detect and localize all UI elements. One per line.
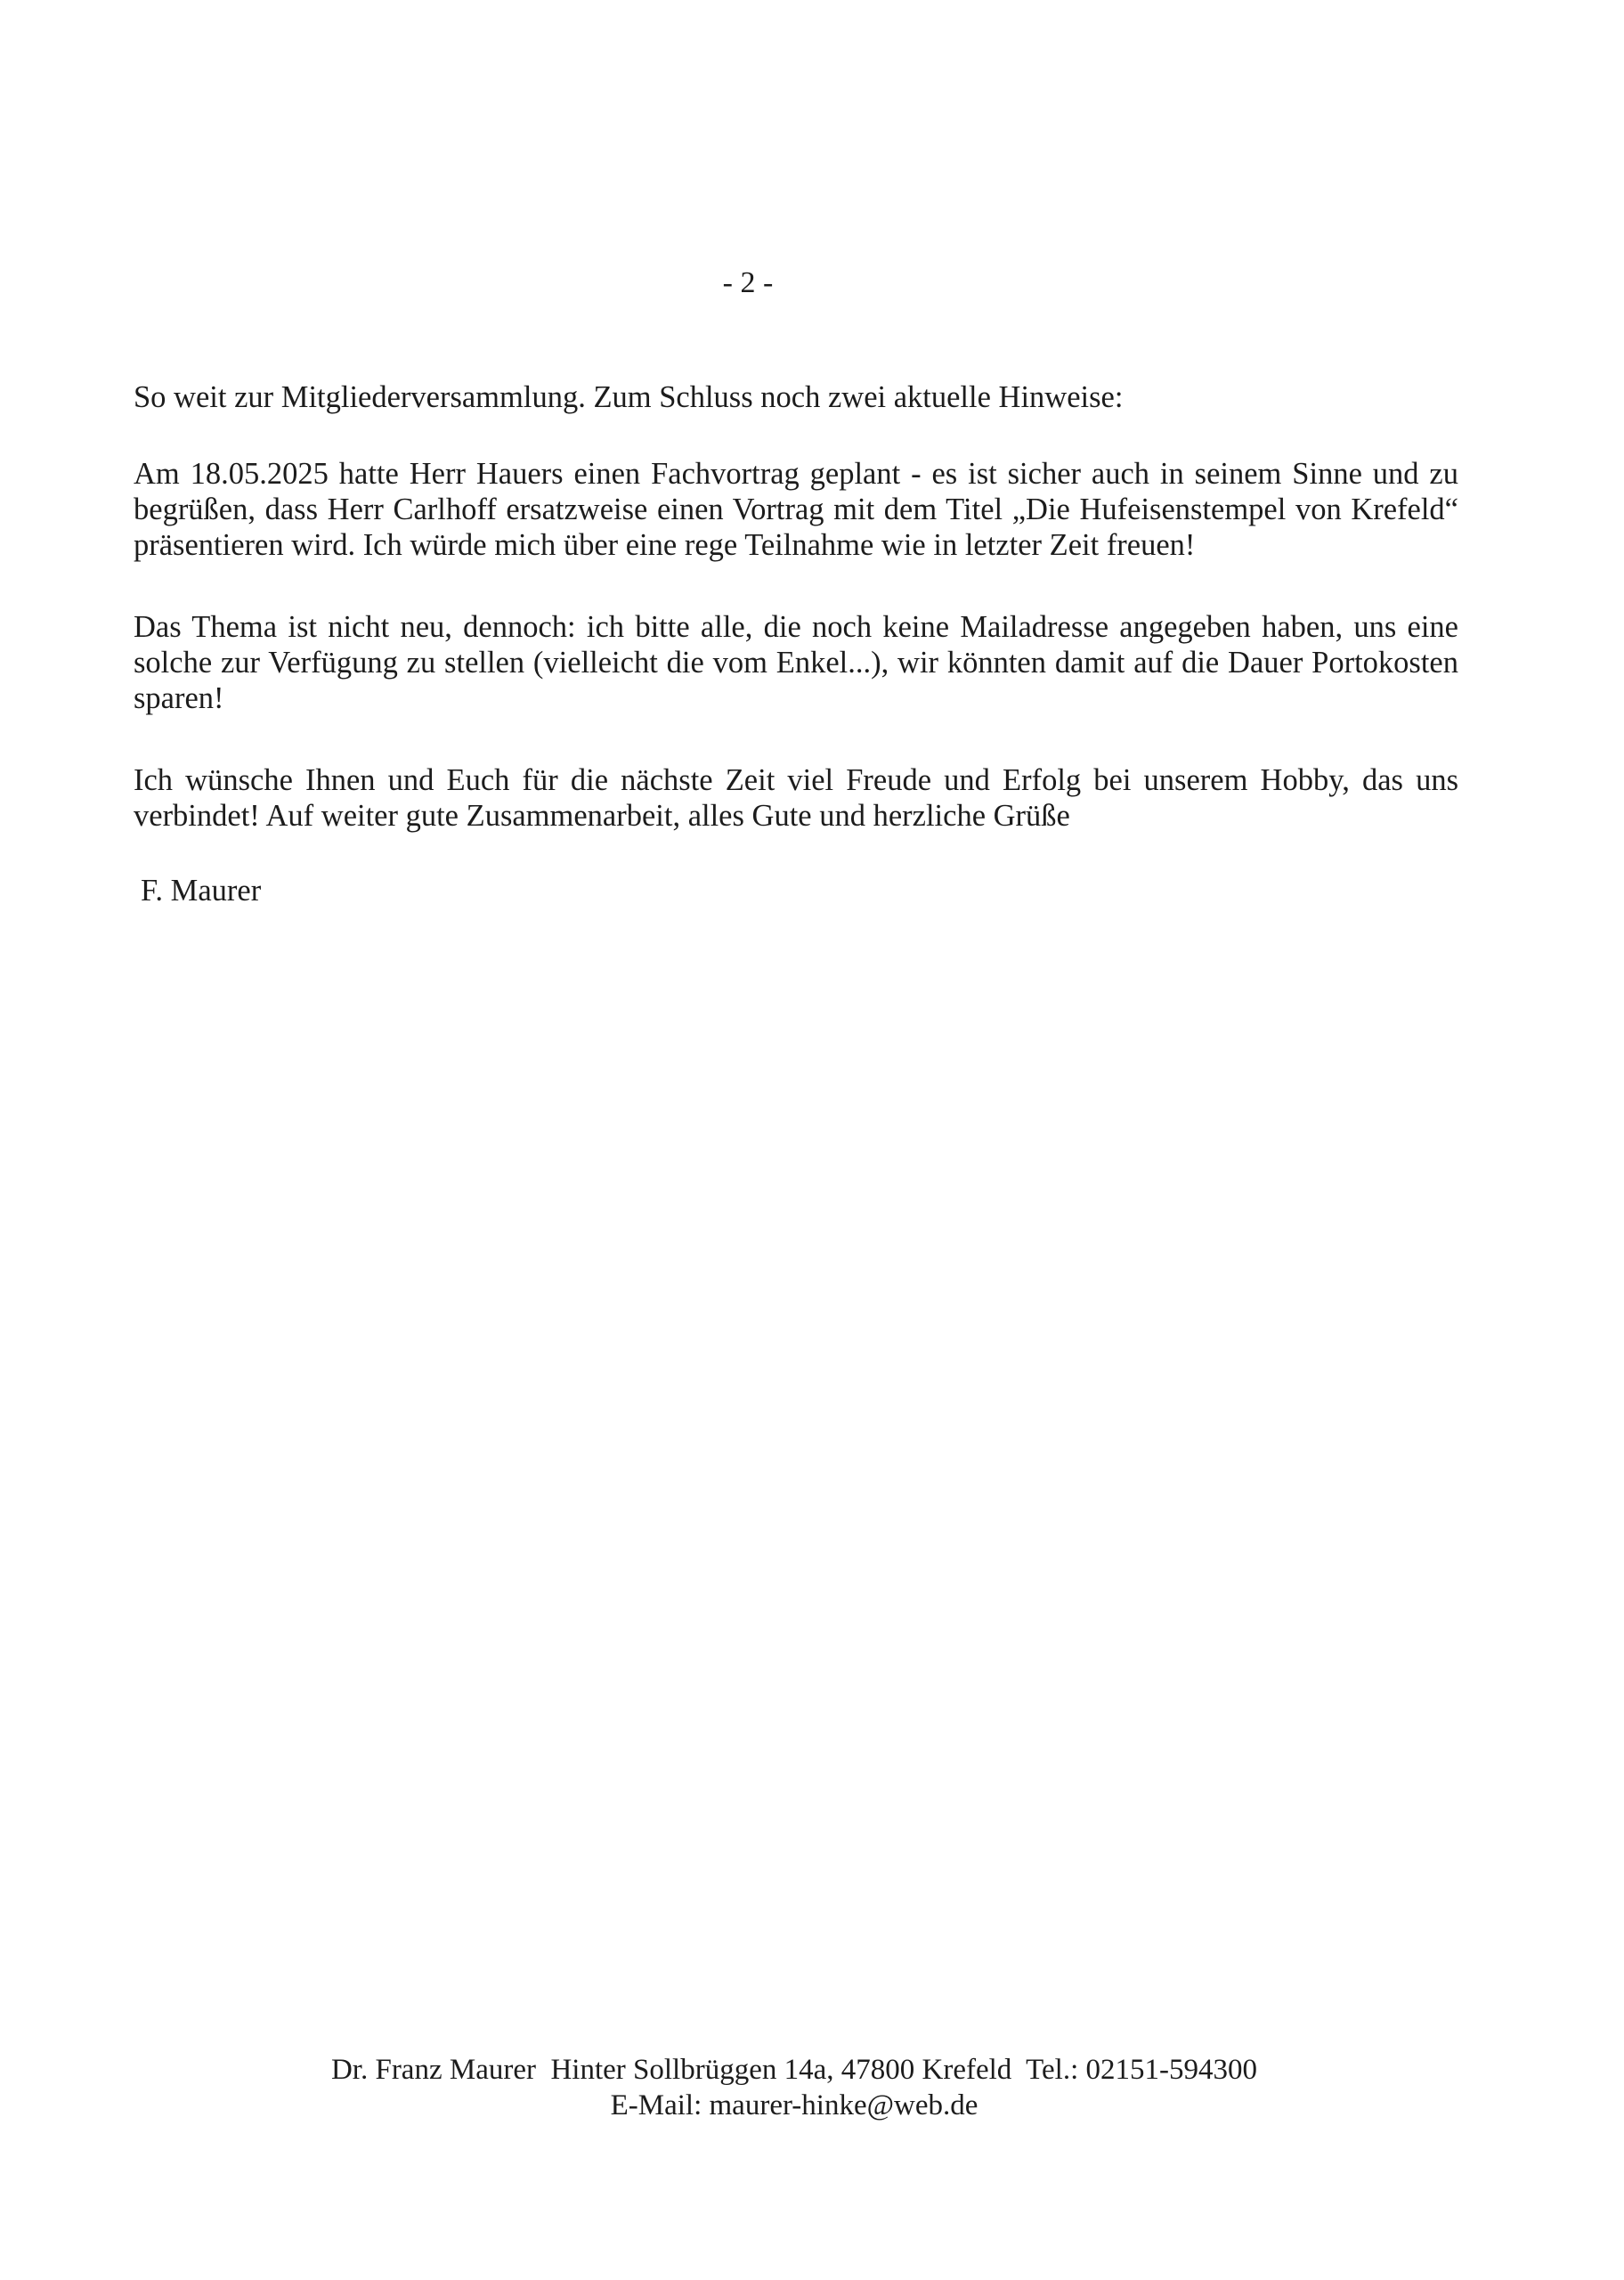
footer-address-line: Dr. Franz Maurer Hinter Sollbrüggen 14a, 47800 Krefeld Tel.: 02151-594300 [330, 2054, 1258, 2086]
page-number: - 2 - [722, 266, 774, 299]
letterhead-footer [0, 2052, 1588, 2123]
paragraph-closing: Ich wünsche Ihnen und Euch für die nächste Zeit viel Freude und Erfolg bei unserem Hobby, das uns verbindet! Auf weiter gute Zusammenarbeit, alles Gute und herzliche Grüße [134, 763, 1458, 833]
signature: F. Maurer [141, 874, 262, 908]
paragraph-email-request: Das Thema ist nicht neu, dennoch: ich bitte alle, die noch keine Mailadresse angegeben haben, uns eine solche zur Verfügung zu stellen (vielleicht die vom Enkel...), wir könnten damit auf die Dauer Portokosten sparen! [134, 610, 1458, 715]
paragraph-intro: So weit zur Mitgliederversammlung. Zum Schluss noch zwei aktuelle Hinweise: [134, 380, 1124, 414]
paragraph-lecture-notice: Am 18.05.2025 hatte Herr Hauers einen Fachvortrag geplant - es ist sicher auch in seinem Sinne und zu begrüßen, dass Herr Carlhoff ersatzweise einen Vortrag mit dem Titel „Die Hufeisenstempel von Krefeld“ präsentieren wird. Ich würde mich über eine rege Teilnahme wie in letzter Zeit freuen! [134, 457, 1458, 562]
footer-email-line: E-Mail: maurer-hinke@web.de [610, 2089, 978, 2121]
